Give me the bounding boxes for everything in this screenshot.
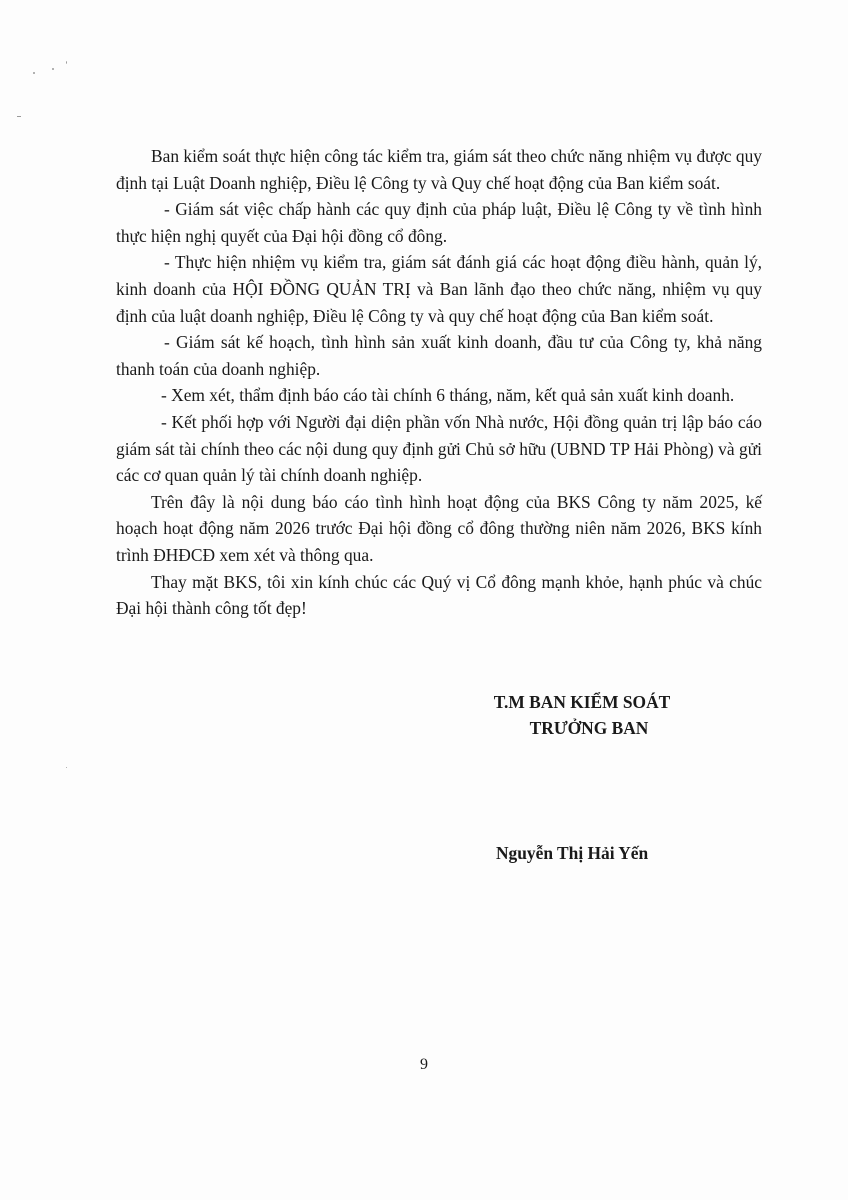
- paragraph-closing-wishes: Thay mặt BKS, tôi xin kính chúc các Quý vị Cổ đông mạnh khỏe, hạnh phúc và chúc Đại hội thành công tốt đẹp!: [116, 571, 762, 619]
- signature-role: TRƯỞNG BAN: [529, 718, 649, 738]
- paragraph-bullet-legal-compliance: - Giám sát việc chấp hành các quy định của pháp luật, Điều lệ Công ty về tình hình thực hiện nghị quyết của Đại hội đồng cổ đông.: [116, 199, 762, 246]
- scan-speck: [66, 767, 67, 768]
- scan-speck: [33, 72, 35, 74]
- scan-speck: [52, 68, 54, 70]
- paragraph-bullet-inspection: - Thực hiện nhiệm vụ kiểm tra, giám sát đánh giá các hoạt động điều hành, quản lý, kinh doanh của HỘI ĐỒNG QUẢN TRỊ và Ban lãnh đạo theo chức năng, nhiệm vụ quy định của luật doanh nghiệp, Điều lệ Công ty và quy chế hoạt động của Ban kiểm soát.: [116, 252, 762, 326]
- signature-block: [472, 689, 692, 741]
- paragraph-intro: Ban kiểm soát thực hiện công tác kiểm tra, giám sát theo chức năng nhiệm vụ được quy định tại Luật Doanh nghiệp, Điều lệ Công ty và Quy chế hoạt động của Ban kiểm soát.: [116, 146, 762, 193]
- signature-title: T.M BAN KIỂM SOÁT: [493, 692, 671, 712]
- paragraph-conclusion: Trên đây là nội dung báo cáo tình hình hoạt động của BKS Công ty năm 2025, kế hoạch hoạt động năm 2026 trước Đại hội đồng cổ đông thường niên năm 2026, BKS kính trình ĐHĐCĐ xem xét và thông qua.: [116, 491, 762, 565]
- scan-speck: [17, 116, 21, 117]
- paragraph-bullet-business-plan: - Giám sát kế hoạch, tình hình sản xuất kinh doanh, đầu tư của Công ty, khả năng thanh toán của doanh nghiệp.: [116, 332, 762, 379]
- report-body: [116, 143, 762, 622]
- paragraph-bullet-coordination: - Kết phối hợp với Người đại diện phần vốn Nhà nước, Hội đồng quản trị lập báo cáo giám sát tài chính theo các nội dung quy định gửi Chủ sở hữu (UBND TP Hải Phòng) và gửi các cơ quan quản lý tài chính doanh nghiệp.: [116, 411, 762, 486]
- scan-speck: [66, 61, 67, 64]
- signer-name: Nguyễn Thị Hải Yến: [496, 843, 649, 863]
- paragraph-bullet-financial-review: - Xem xét, thẩm định báo cáo tài chính 6 tháng, năm, kết quả sản xuất kinh doanh.: [161, 385, 735, 406]
- page-number: 9: [420, 1056, 428, 1073]
